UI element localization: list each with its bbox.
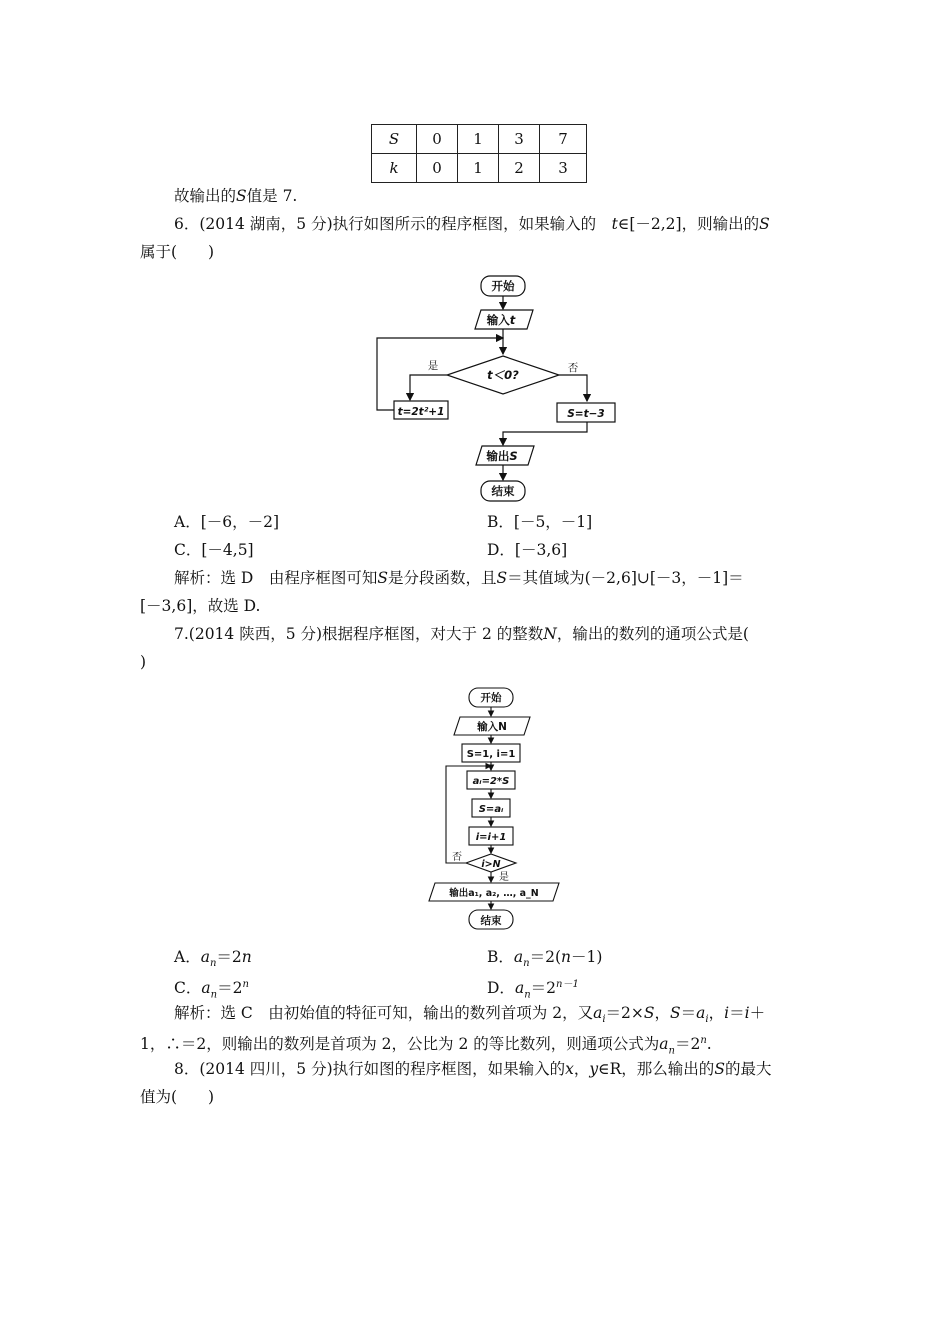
end-label: 结束 <box>491 484 515 498</box>
solution-6: 解析：选 D 由程序框图可知S是分段函数，且S＝其值域为(－2,6]∪[－3，－1]＝ <box>174 569 744 587</box>
table-row <box>372 125 587 154</box>
text-line: 1，∴＝2，则输出的数列是首项为 2，公比为 2 的等比数列，则通项公式为$a_n=2^n$. <box>140 1035 712 1057</box>
table-row <box>372 154 587 183</box>
step3-label: i=i+1 <box>475 832 507 843</box>
option-c: C．[－4,5] <box>174 541 254 559</box>
assign-right-label: S=t−3 <box>567 408 605 420</box>
text-line: [－3,6]，故选 D. <box>140 597 261 615</box>
yes-label: 是 <box>427 360 439 372</box>
option-a: A．[－6，－2] <box>174 513 280 531</box>
table-cell: 1 <box>458 154 499 183</box>
yes-label: 是 <box>499 872 509 883</box>
text-line: 属于( ) <box>140 243 215 261</box>
table-cell: 0 <box>417 154 458 183</box>
option-c: C．$a_n=2^n$ <box>174 979 249 1001</box>
start-label: 开始 <box>491 279 515 293</box>
text-line: 故输出的S值是 7. <box>174 187 298 205</box>
text-line: ) <box>140 653 147 671</box>
no-label: 否 <box>567 362 579 374</box>
option-b: B．$a_n=2(n-1)$ <box>487 948 603 970</box>
table-cell: 2 <box>499 154 540 183</box>
step2-label: S=aᵢ <box>478 804 504 815</box>
question-8: 8．(2014 四川，5 分)执行如图的程序框图，如果输入的x，y∈R，那么输出的S的最大 <box>174 1060 772 1078</box>
table-cell: 3 <box>540 154 587 183</box>
table-cell: 7 <box>540 125 587 154</box>
text-line: 值为( ) <box>140 1088 215 1106</box>
option-d: D．$a_n=2^{n-1}$ <box>487 979 579 1001</box>
option-d: D．[－3,6] <box>487 541 568 559</box>
option-b: B．[－5，－1] <box>487 513 593 531</box>
assign-left-label: t=2t²+1 <box>397 406 445 418</box>
step1-label: aᵢ=2*S <box>472 776 510 787</box>
question-6: 6．(2014 湖南，5 分)执行如图所示的程序框图，如果输入的 t∈[－2,2]，则输出的S <box>174 215 770 233</box>
end-label: 结束 <box>480 915 502 927</box>
input-label: 输入N <box>477 721 507 733</box>
solution-7: 解析：选 C 由初始值的特征可知，输出的数列首项为 2，又$a_i=2\times S$，$S=a_i$，i＝i＋ <box>174 1004 766 1026</box>
output-label: 输出S <box>486 449 518 463</box>
output-label: 输出a₁, a₂, …, a_N <box>449 888 539 899</box>
no-label: 否 <box>452 852 462 863</box>
table-cell: 3 <box>499 125 540 154</box>
table-cell: 1 <box>458 125 499 154</box>
input-label: 输入t <box>486 313 516 327</box>
flowchart-q6 <box>360 268 620 504</box>
option-a: A．$a_n=2n$ <box>174 948 252 970</box>
table-cell: k <box>372 154 417 183</box>
start-label: 开始 <box>480 692 502 704</box>
decision-label: i>N <box>481 859 501 870</box>
init-label: S=1, i=1 <box>466 749 516 760</box>
decision-label: t＜0? <box>487 368 519 382</box>
table-cell: 0 <box>417 125 458 154</box>
flowchart-q7 <box>420 684 570 934</box>
value-table <box>371 124 587 183</box>
table-cell: S <box>372 125 417 154</box>
question-7: 7.(2014 陕西，5 分)根据程序框图，对大于 2 的整数N，输出的数列的通项公式是( <box>174 625 749 643</box>
